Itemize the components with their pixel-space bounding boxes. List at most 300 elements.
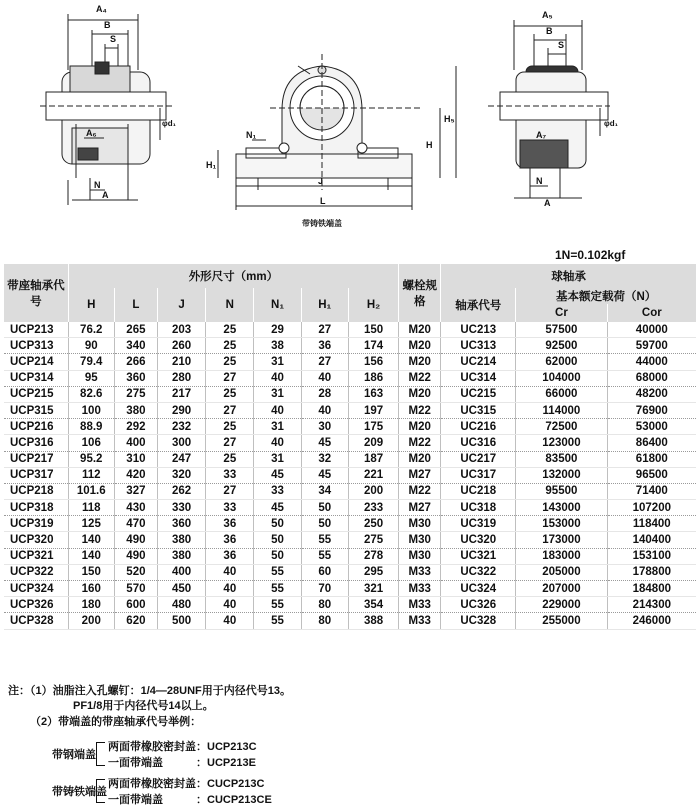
table-row — [4, 564, 696, 580]
table-cell: UCP216 — [4, 419, 68, 435]
steel-cover-label: 带钢端盖 — [52, 749, 96, 761]
table-cell: 68000 — [607, 370, 696, 386]
table-cell: 88.9 — [68, 419, 114, 435]
header-col-cr: Cr — [516, 304, 607, 322]
table-cell: 153000 — [516, 516, 607, 532]
cast-line-2: 一面带端盖 ：CUCP213CE — [108, 794, 272, 806]
table-cell: 38 — [254, 338, 301, 354]
table-cell: 36 — [206, 532, 254, 548]
table-cell: UCP322 — [4, 564, 68, 580]
table-cell: 197 — [348, 402, 398, 418]
table-cell: UCP318 — [4, 500, 68, 516]
table-cell: 48200 — [607, 386, 696, 402]
table-cell: 104000 — [516, 370, 607, 386]
table-cell: 247 — [157, 451, 205, 467]
table-cell: UCP320 — [4, 532, 68, 548]
table-cell: 31 — [254, 354, 301, 370]
table-cell: 50 — [254, 516, 301, 532]
table-cell: 60 — [301, 564, 348, 580]
table-cell: M33 — [399, 581, 441, 597]
table-cell: 45 — [254, 500, 301, 516]
table-cell: 31 — [254, 451, 301, 467]
table-cell: 28 — [301, 386, 348, 402]
header-col-h1: H₁ — [301, 288, 348, 322]
table-cell: UC318 — [441, 500, 516, 516]
steel-line-2: 一面带端盖 ：UCP213E — [108, 757, 256, 769]
table-cell: 76.2 — [68, 322, 114, 338]
table-cell: UCP218 — [4, 483, 68, 499]
header-bearing-group: 球轴承 — [441, 264, 696, 288]
table-cell: 229000 — [516, 597, 607, 613]
table-cell: 55 — [254, 581, 301, 597]
table-cell: 118400 — [607, 516, 696, 532]
table-cell: UC328 — [441, 613, 516, 629]
table-cell: 450 — [157, 581, 205, 597]
table-cell: 55 — [301, 532, 348, 548]
cast-cover-group — [52, 775, 452, 807]
table-cell: 178800 — [607, 564, 696, 580]
table-cell: 232 — [157, 419, 205, 435]
table-cell: 27 — [206, 370, 254, 386]
table-cell: 29 — [254, 322, 301, 338]
table-row — [4, 370, 696, 386]
table-cell: 25 — [206, 419, 254, 435]
table-cell: 79.4 — [68, 354, 114, 370]
table-cell: 175 — [348, 419, 398, 435]
table-cell: 27 — [206, 435, 254, 451]
table-cell: 34 — [301, 483, 348, 499]
table-cell: 132000 — [516, 467, 607, 483]
table-cell: 200 — [348, 483, 398, 499]
table-row — [4, 516, 696, 532]
table-cell: 150 — [348, 322, 398, 338]
table-cell: 101.6 — [68, 483, 114, 499]
note-2: （2）带端盖的带座轴承代号举例： — [30, 716, 202, 728]
table-cell: UCP321 — [4, 548, 68, 564]
table-cell: 86400 — [607, 435, 696, 451]
table-cell: 55 — [254, 613, 301, 629]
svg-text:A₆: A₆ — [86, 128, 97, 138]
table-cell: M20 — [399, 451, 441, 467]
table-cell: 380 — [157, 548, 205, 564]
table-row — [4, 402, 696, 418]
table-cell: 40 — [206, 597, 254, 613]
table-cell: 174 — [348, 338, 398, 354]
steel-cover-group — [52, 738, 452, 770]
table-row — [4, 386, 696, 402]
table-cell: 25 — [206, 354, 254, 370]
table-row — [4, 419, 696, 435]
table-cell: M27 — [399, 500, 441, 516]
table-cell: UC324 — [441, 581, 516, 597]
table-cell: 36 — [206, 516, 254, 532]
table-cell: 388 — [348, 613, 398, 629]
header-col-n1: N₁ — [254, 288, 301, 322]
table-cell: 36 — [206, 548, 254, 564]
table-cell: 40 — [301, 402, 348, 418]
left-side-view — [40, 14, 175, 205]
table-cell: UC319 — [441, 516, 516, 532]
table-cell: 280 — [157, 370, 205, 386]
table-cell: 59700 — [607, 338, 696, 354]
table-cell: 30 — [301, 419, 348, 435]
note-1-cont: PF1/8用于内径代号14以上。 — [73, 700, 214, 712]
table-cell: 330 — [157, 500, 205, 516]
table-cell: 490 — [114, 532, 157, 548]
table-cell: 50 — [301, 516, 348, 532]
header-col-l: L — [114, 288, 157, 322]
table-cell: UCP326 — [4, 597, 68, 613]
table-cell: 123000 — [516, 435, 607, 451]
table-cell: 27 — [206, 483, 254, 499]
header-bolt: 螺栓规格 — [399, 264, 441, 322]
table-cell: 207000 — [516, 581, 607, 597]
header-load-group: 基本额定载荷（N） — [516, 288, 696, 304]
table-cell: UCP213 — [4, 322, 68, 338]
table-cell: 27 — [301, 322, 348, 338]
table-cell: UC218 — [441, 483, 516, 499]
table-cell: 292 — [114, 419, 157, 435]
table-row — [4, 467, 696, 483]
table-cell: 246000 — [607, 613, 696, 629]
table-cell: 186 — [348, 370, 398, 386]
table-row — [4, 354, 696, 370]
table-cell: 45 — [301, 435, 348, 451]
table-cell: 262 — [157, 483, 205, 499]
table-cell: UC320 — [441, 532, 516, 548]
table-cell: 400 — [114, 435, 157, 451]
table-cell: UCP217 — [4, 451, 68, 467]
table-cell: 233 — [348, 500, 398, 516]
table-cell: 205000 — [516, 564, 607, 580]
svg-text:N₁: N₁ — [246, 130, 257, 140]
table-cell: 40 — [254, 435, 301, 451]
table-row — [4, 338, 696, 354]
table-row — [4, 613, 696, 629]
table-cell: UCP324 — [4, 581, 68, 597]
table-cell: 50 — [254, 532, 301, 548]
table-cell: UCP317 — [4, 467, 68, 483]
table-cell: 160 — [68, 581, 114, 597]
table-cell: M30 — [399, 516, 441, 532]
table-cell: 340 — [114, 338, 157, 354]
svg-text:H₁: H₁ — [206, 160, 217, 170]
table-cell: UC216 — [441, 419, 516, 435]
table-cell: UC217 — [441, 451, 516, 467]
svg-text:J: J — [318, 176, 324, 186]
table-cell: 40000 — [607, 322, 696, 338]
table-cell: UC321 — [441, 548, 516, 564]
table-cell: 57500 — [516, 322, 607, 338]
table-cell: 300 — [157, 435, 205, 451]
table-cell: 61800 — [607, 451, 696, 467]
table-cell: 95.2 — [68, 451, 114, 467]
table-cell: 62000 — [516, 354, 607, 370]
table-cell: 118 — [68, 500, 114, 516]
header-col-cor: Cor — [607, 304, 696, 322]
svg-text:H₅: H₅ — [444, 114, 455, 124]
table-cell: 153100 — [607, 548, 696, 564]
table-cell: M20 — [399, 419, 441, 435]
svg-text:N: N — [94, 180, 101, 190]
table-cell: 45 — [301, 467, 348, 483]
table-cell: 183000 — [516, 548, 607, 564]
table-cell: 25 — [206, 338, 254, 354]
table-cell: UCP314 — [4, 370, 68, 386]
table-cell: 90 — [68, 338, 114, 354]
table-cell: M22 — [399, 483, 441, 499]
table-cell: 600 — [114, 597, 157, 613]
table-cell: 400 — [157, 564, 205, 580]
table-cell: 125 — [68, 516, 114, 532]
table-cell: 278 — [348, 548, 398, 564]
table-cell: 140 — [68, 532, 114, 548]
table-cell: UC313 — [441, 338, 516, 354]
table-cell: 570 — [114, 581, 157, 597]
table-cell: 209 — [348, 435, 398, 451]
table-cell: 470 — [114, 516, 157, 532]
table-cell: 520 — [114, 564, 157, 580]
svg-text:B: B — [104, 20, 111, 30]
table-cell: M27 — [399, 467, 441, 483]
table-cell: UC314 — [441, 370, 516, 386]
table-cell: 50 — [254, 548, 301, 564]
svg-text:S: S — [558, 40, 565, 50]
table-cell: 290 — [157, 402, 205, 418]
table-cell: 114000 — [516, 402, 607, 418]
table-cell: 380 — [157, 532, 205, 548]
table-row — [4, 548, 696, 564]
table-row — [4, 500, 696, 516]
table-cell: 320 — [157, 467, 205, 483]
table-cell: 173000 — [516, 532, 607, 548]
header-code: 带座轴承代号 — [4, 264, 68, 322]
table-cell: 156 — [348, 354, 398, 370]
table-cell: UCP215 — [4, 386, 68, 402]
table-cell: 255000 — [516, 613, 607, 629]
table-cell: 70 — [301, 581, 348, 597]
svg-text:A: A — [544, 198, 551, 208]
svg-text:φd₁: φd₁ — [604, 119, 618, 128]
table-cell: 275 — [114, 386, 157, 402]
table-cell: 163 — [348, 386, 398, 402]
table-cell: 40 — [254, 370, 301, 386]
table-cell: 40 — [254, 402, 301, 418]
table-cell: 80 — [301, 613, 348, 629]
cast-brace — [96, 779, 105, 803]
table-cell: 310 — [114, 451, 157, 467]
table-cell: 83500 — [516, 451, 607, 467]
table-cell: 214300 — [607, 597, 696, 613]
table-cell: UC215 — [441, 386, 516, 402]
table-row — [4, 451, 696, 467]
table-cell: 143000 — [516, 500, 607, 516]
table-cell: 265 — [114, 322, 157, 338]
note-1: 注：（1）油脂注入孔螺钉：1/4—28UNF用于内径代号13。 — [8, 685, 291, 697]
table-cell: 45 — [254, 467, 301, 483]
table-cell: 53000 — [607, 419, 696, 435]
table-cell: M22 — [399, 402, 441, 418]
header-col-h: H — [68, 288, 114, 322]
table-cell: 66000 — [516, 386, 607, 402]
table-cell: M20 — [399, 386, 441, 402]
table-cell: 33 — [206, 500, 254, 516]
table-cell: 217 — [157, 386, 205, 402]
svg-text:H: H — [426, 140, 433, 150]
svg-text:带铸铁端盖: 带铸铁端盖 — [302, 219, 342, 228]
table-cell: 55 — [254, 597, 301, 613]
table-cell: 360 — [114, 370, 157, 386]
table-cell: M30 — [399, 532, 441, 548]
svg-text:φd₁: φd₁ — [162, 119, 176, 128]
svg-text:B: B — [546, 26, 553, 36]
table-cell: UCP315 — [4, 402, 68, 418]
table-cell: M33 — [399, 597, 441, 613]
table-cell: 150 — [68, 564, 114, 580]
table-cell: 50 — [301, 500, 348, 516]
table-cell: 25 — [206, 322, 254, 338]
table-cell: 140 — [68, 548, 114, 564]
table-cell: 295 — [348, 564, 398, 580]
table-cell: 100 — [68, 402, 114, 418]
header-col-n: N — [206, 288, 254, 322]
table-cell: 327 — [114, 483, 157, 499]
svg-text:A₄: A₄ — [96, 4, 107, 14]
spec-table — [4, 264, 696, 630]
table-cell: 36 — [301, 338, 348, 354]
table-cell: UC315 — [441, 402, 516, 418]
table-cell: 40 — [206, 564, 254, 580]
table-row — [4, 435, 696, 451]
table-cell: 184800 — [607, 581, 696, 597]
table-cell: M22 — [399, 435, 441, 451]
table-cell: 187 — [348, 451, 398, 467]
table-cell: 430 — [114, 500, 157, 516]
bearing-housing-drawings — [0, 0, 700, 240]
table-row — [4, 597, 696, 613]
cast-cover-label: 带铸铁端盖 — [52, 786, 107, 798]
table-cell: M20 — [399, 322, 441, 338]
table-row — [4, 322, 696, 338]
table-row — [4, 581, 696, 597]
table-cell: 33 — [206, 467, 254, 483]
table-cell: UCP328 — [4, 613, 68, 629]
cast-line-1: 两面带橡胶密封盖：CUCP213C — [108, 778, 265, 790]
svg-text:A: A — [102, 190, 109, 200]
table-cell: 620 — [114, 613, 157, 629]
svg-text:S: S — [110, 34, 117, 44]
table-cell: UCP214 — [4, 354, 68, 370]
table-cell: 40 — [206, 613, 254, 629]
right-side-view — [488, 20, 610, 198]
table-cell: 55 — [254, 564, 301, 580]
table-cell: UC326 — [441, 597, 516, 613]
technical-drawings — [0, 0, 700, 240]
table-cell: UC322 — [441, 564, 516, 580]
table-cell: 82.6 — [68, 386, 114, 402]
steel-line-1: 两面带橡胶密封盖：UCP213C — [108, 741, 257, 753]
table-cell: UCP313 — [4, 338, 68, 354]
table-cell: 112 — [68, 467, 114, 483]
table-cell: UC213 — [441, 322, 516, 338]
table-cell: 80 — [301, 597, 348, 613]
table-cell: 360 — [157, 516, 205, 532]
table-cell: 106 — [68, 435, 114, 451]
table-cell: 260 — [157, 338, 205, 354]
svg-text:N: N — [536, 176, 543, 186]
table-cell: 200 — [68, 613, 114, 629]
table-cell: 180 — [68, 597, 114, 613]
table-cell: UC317 — [441, 467, 516, 483]
table-cell: 210 — [157, 354, 205, 370]
steel-brace — [96, 742, 105, 766]
table-cell: M20 — [399, 354, 441, 370]
table-cell: 490 — [114, 548, 157, 564]
table-cell: 500 — [157, 613, 205, 629]
header-col-j: J — [157, 288, 205, 322]
table-cell: 32 — [301, 451, 348, 467]
table-row — [4, 532, 696, 548]
table-cell: 31 — [254, 386, 301, 402]
table-cell: 33 — [254, 483, 301, 499]
table-cell: UCP319 — [4, 516, 68, 532]
table-cell: M20 — [399, 338, 441, 354]
table-cell: M30 — [399, 548, 441, 564]
table-cell: M33 — [399, 564, 441, 580]
table-cell: 420 — [114, 467, 157, 483]
table-cell: UC214 — [441, 354, 516, 370]
table-cell: 203 — [157, 322, 205, 338]
table-cell: M22 — [399, 370, 441, 386]
table-cell: 266 — [114, 354, 157, 370]
svg-text:L: L — [320, 196, 326, 206]
table-cell: 71400 — [607, 483, 696, 499]
table-cell: 72500 — [516, 419, 607, 435]
table-cell: 354 — [348, 597, 398, 613]
table-cell: 76900 — [607, 402, 696, 418]
table-cell: 27 — [301, 354, 348, 370]
table-cell: 140400 — [607, 532, 696, 548]
table-cell: 107200 — [607, 500, 696, 516]
table-cell: 55 — [301, 548, 348, 564]
table-cell: 321 — [348, 581, 398, 597]
table-cell: 40 — [301, 370, 348, 386]
table-cell: 380 — [114, 402, 157, 418]
table-cell: 250 — [348, 516, 398, 532]
header-col-h2: H₂ — [348, 288, 398, 322]
table-cell: 25 — [206, 386, 254, 402]
table-row — [4, 483, 696, 499]
spec-table-body — [4, 322, 696, 629]
table-cell: UC316 — [441, 435, 516, 451]
table-cell: 480 — [157, 597, 205, 613]
table-cell: 95 — [68, 370, 114, 386]
table-cell: UCP316 — [4, 435, 68, 451]
table-cell: 25 — [206, 451, 254, 467]
table-cell: 96500 — [607, 467, 696, 483]
table-cell: 44000 — [607, 354, 696, 370]
table-cell: 92500 — [516, 338, 607, 354]
svg-text:A₇: A₇ — [536, 130, 547, 140]
header-bearing-code: 轴承代号 — [441, 288, 516, 322]
unit-note: 1N=0.102kgf — [555, 248, 626, 262]
table-cell: 31 — [254, 419, 301, 435]
table-cell: 221 — [348, 467, 398, 483]
table-cell: 40 — [206, 581, 254, 597]
table-cell: 275 — [348, 532, 398, 548]
svg-text:A₅: A₅ — [542, 10, 553, 20]
table-cell: 27 — [206, 402, 254, 418]
